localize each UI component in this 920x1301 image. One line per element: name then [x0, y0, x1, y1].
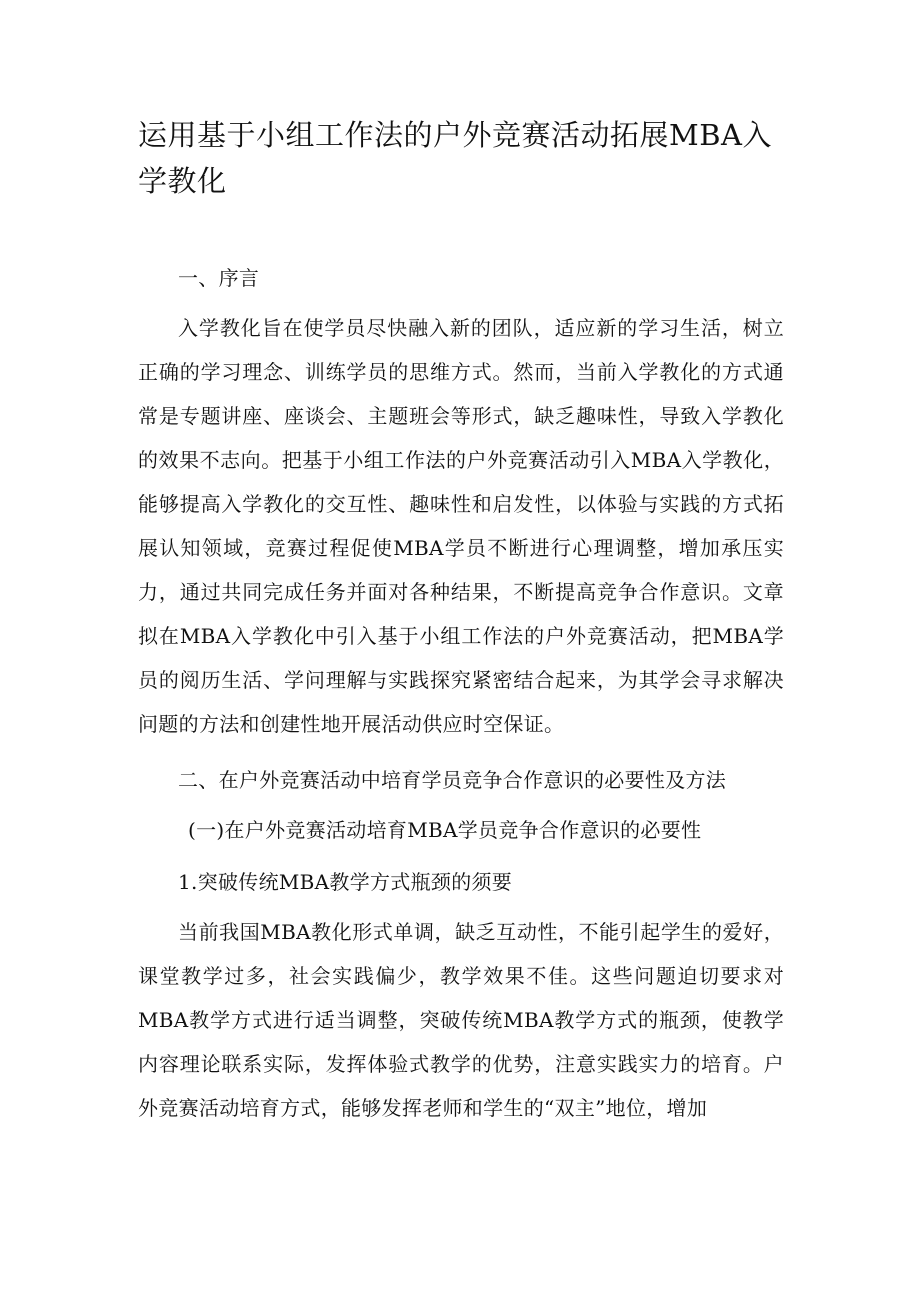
section-heading-preface: 一、序言 — [178, 266, 260, 290]
subsection-heading-1: (一)在户外竞赛活动培育MBA学员竞争合作意识的必要性 — [188, 818, 702, 842]
section-heading-2: 二、在户外竞赛活动中培育学员竞争合作意识的必要性及方法 — [178, 768, 727, 792]
document-title: 运用基于小组工作法的户外竞赛活动拓展MBA入学教化 — [138, 118, 772, 198]
paragraph-item-1: 当前我国MBA教化形式单调，缺乏互动性，不能引起学生的爱好，课堂教学过多，社会实践偏少，教学效果不佳。这些问题迫切要求对MBA教学方式进行适当调整，突破传统MBA教学方式的瓶颈，使教学内容理论联系实际，发挥体验式教学的优势，注意实践实力的培育。户外竞赛活动培育方式，能够发挥老师和学生的“双主”地位，增加 — [138, 920, 784, 1120]
document-body — [138, 254, 784, 1130]
paragraph-preface: 入学教化旨在使学员尽快融入新的团队，适应新的学习生活，树立正确的学习理念、训练学员的思维方式。然而，当前入学教化的方式通常是专题讲座、座谈会、主题班会等形式，缺乏趣味性，导致入学教化的效果不志向。把基于小组工作法的户外竞赛活动引入MBA入学教化，能够提高入学教化的交互性、趣味性和启发性，以体验与实践的方式拓展认知领域，竞赛过程促使MBA学员不断进行心理调整，增加承压实力，通过共同完成任务并面对各种结果，不断提高竞争合作意识。文章拟在MBA入学教化中引入基于小组工作法的户外竞赛活动，把MBA学员的阅历生活、学问理解与实践探究紧密结合起来，为其学会寻求解决问题的方法和创建性地开展活动供应时空保证。 — [138, 316, 784, 736]
item-heading-1: 1.突破传统MBA教学方式瓶颈的须要 — [178, 870, 513, 894]
